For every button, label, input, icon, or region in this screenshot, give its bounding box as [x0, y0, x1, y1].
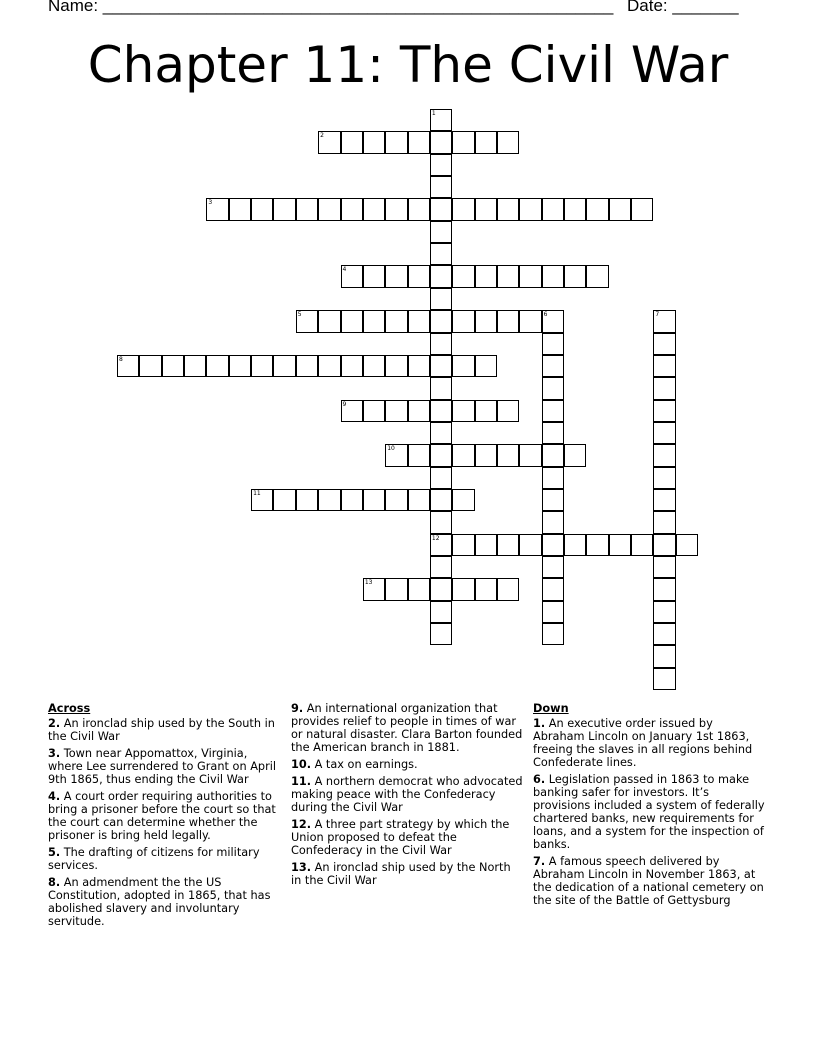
grid-cell[interactable]: [430, 623, 452, 645]
grid-cell[interactable]: [564, 444, 586, 466]
grid-cell[interactable]: [653, 534, 675, 556]
grid-cell[interactable]: [363, 355, 385, 377]
grid-cell[interactable]: [385, 131, 407, 153]
grid-cell[interactable]: [542, 556, 564, 578]
grid-cell[interactable]: [430, 601, 452, 623]
grid-cell[interactable]: [341, 400, 363, 422]
grid-cell[interactable]: [653, 578, 675, 600]
grid-cell[interactable]: [408, 131, 430, 153]
grid-cell[interactable]: [542, 400, 564, 422]
grid-cell[interactable]: [452, 534, 474, 556]
grid-cell[interactable]: [564, 198, 586, 220]
down-heading: Down: [533, 702, 569, 715]
grid-cell[interactable]: [653, 355, 675, 377]
grid-cell[interactable]: [542, 467, 564, 489]
page-title: Chapter 11: The Civil War: [87, 36, 729, 94]
grid-cell[interactable]: [542, 623, 564, 645]
grid-cell[interactable]: [430, 400, 452, 422]
clue-across-2: 2. An ironclad ship used by the South in the Civil War: [48, 717, 275, 743]
grid-cell[interactable]: [273, 355, 295, 377]
grid-cell[interactable]: [296, 310, 318, 332]
grid-cell[interactable]: [519, 444, 541, 466]
cell-number: 9: [342, 400, 347, 408]
across-heading: Across: [48, 702, 91, 715]
grid-cell[interactable]: [653, 333, 675, 355]
grid-cell[interactable]: [497, 265, 519, 287]
cell-number: 8: [119, 355, 123, 363]
grid-cell[interactable]: [251, 198, 273, 220]
grid-cell[interactable]: [519, 265, 541, 287]
clue-across-10: 10. A tax on earnings.: [291, 758, 418, 771]
grid-cell[interactable]: [653, 511, 675, 533]
grid-cell[interactable]: [475, 578, 497, 600]
grid-cell[interactable]: [385, 265, 407, 287]
grid-cell[interactable]: [430, 265, 452, 287]
cell-number: 4: [342, 266, 347, 274]
grid-cell[interactable]: [653, 668, 675, 690]
grid-cell[interactable]: [452, 310, 474, 332]
grid-cell[interactable]: [452, 489, 474, 511]
clue-across-11: 11. A northern democrat who advocated making peace with the Confederacy during the Civil War: [291, 775, 523, 814]
grid-cell[interactable]: [497, 198, 519, 220]
grid-cell[interactable]: [408, 400, 430, 422]
clue-across-3: 3. Town near Appomattox, Virginia, where Lee surrendered to Grant on April 9th 1865, thus ending the Civil War: [48, 747, 277, 786]
grid-cell[interactable]: [341, 198, 363, 220]
grid-cell[interactable]: [430, 109, 452, 131]
cell-number: 3: [208, 199, 213, 207]
grid-cell[interactable]: [251, 355, 273, 377]
grid-cell[interactable]: [653, 645, 675, 667]
grid-cell[interactable]: [341, 310, 363, 332]
grid-cell[interactable]: [251, 489, 273, 511]
grid-cell[interactable]: [653, 623, 675, 645]
date-field-label: Date: _______: [627, 0, 739, 15]
grid-cell[interactable]: [408, 489, 430, 511]
grid-cell[interactable]: [229, 355, 251, 377]
grid-cell[interactable]: [475, 400, 497, 422]
grid-cell[interactable]: [653, 444, 675, 466]
grid-cell[interactable]: [363, 578, 385, 600]
grid-cell[interactable]: [139, 355, 161, 377]
grid-cell[interactable]: [430, 176, 452, 198]
grid-cell[interactable]: [609, 534, 631, 556]
grid-cell[interactable]: [341, 131, 363, 153]
grid-cell[interactable]: [408, 355, 430, 377]
grid-cell[interactable]: [653, 489, 675, 511]
cell-number: 6: [543, 311, 548, 319]
grid-cell[interactable]: [542, 377, 564, 399]
grid-cell[interactable]: [497, 400, 519, 422]
grid-cell[interactable]: [430, 377, 452, 399]
grid-cell[interactable]: [296, 355, 318, 377]
grid-cell[interactable]: [341, 355, 363, 377]
grid-cell[interactable]: [542, 422, 564, 444]
name-field-label: Name: ______________________________________________________: [48, 0, 614, 15]
grid-cell[interactable]: [363, 265, 385, 287]
grid-cell[interactable]: [653, 400, 675, 422]
grid-cell[interactable]: [586, 198, 608, 220]
clue-column-2: [291, 702, 523, 891]
clue-across-8: 8. An admendment the the US Constitution, adopted in 1865, that has abolished slavery and involuntary servitude.: [48, 876, 271, 928]
cell-number: 7: [655, 311, 660, 319]
grid-cell[interactable]: [542, 601, 564, 623]
grid-cell[interactable]: [542, 489, 564, 511]
grid-cell[interactable]: [497, 444, 519, 466]
grid-cell[interactable]: [475, 310, 497, 332]
grid-cell[interactable]: [430, 154, 452, 176]
grid-cell[interactable]: [542, 310, 564, 332]
grid-cell[interactable]: [341, 489, 363, 511]
grid-cell[interactable]: [296, 198, 318, 220]
grid-cell[interactable]: [385, 310, 407, 332]
grid-cell[interactable]: [318, 489, 340, 511]
grid-cell[interactable]: [653, 467, 675, 489]
clue-column-1: [48, 702, 280, 932]
grid-cell[interactable]: [452, 131, 474, 153]
clue-across-4: 4. A court order requiring authorities to bring a prisoner before the court so that the court can determine whether the prisoner is bring held legally.: [48, 790, 276, 842]
grid-cell[interactable]: [408, 578, 430, 600]
grid-cell[interactable]: [475, 131, 497, 153]
cell-number: 13: [364, 579, 373, 587]
grid-cell[interactable]: [408, 265, 430, 287]
grid-cell[interactable]: [497, 578, 519, 600]
clue-down-6: 6. Legislation passed in 1863 to make banking safer for investors. It’s provisions included a system of federally chartered banks, new requirements for loans, and a system for the inspection of banks.: [533, 773, 765, 851]
grid-cell[interactable]: [653, 310, 675, 332]
grid-cell[interactable]: [676, 534, 698, 556]
grid-cell[interactable]: [408, 444, 430, 466]
grid-cell[interactable]: [653, 601, 675, 623]
grid-cell[interactable]: [318, 355, 340, 377]
clue-across-13: 13. An ironclad ship used by the North in the Civil War: [291, 861, 511, 887]
grid-cell[interactable]: [363, 198, 385, 220]
grid-cell[interactable]: [452, 355, 474, 377]
grid-cell[interactable]: [430, 131, 452, 153]
grid-cell[interactable]: [385, 198, 407, 220]
grid-cell[interactable]: [363, 489, 385, 511]
grid-cell[interactable]: [430, 333, 452, 355]
grid-cell[interactable]: [631, 534, 653, 556]
grid-cell[interactable]: [229, 198, 251, 220]
grid-cell[interactable]: [363, 310, 385, 332]
grid-cell[interactable]: [117, 355, 139, 377]
grid-cell[interactable]: [586, 265, 608, 287]
clue-across-9: 9. An international organization that provides relief to people in times of war or natural disaster. Clara Barton founded the American branch in 1881.: [291, 702, 523, 754]
grid-cell[interactable]: [430, 355, 452, 377]
cell-number: 1: [431, 110, 436, 117]
grid-cell[interactable]: [519, 198, 541, 220]
grid-cell[interactable]: [475, 355, 497, 377]
clue-down-7: 7. A famous speech delivered by Abraham Lincoln in November 1863, at the dedication of a national cemetery on the site of the Battle of Gettysburg: [533, 855, 764, 907]
grid-cell[interactable]: [631, 198, 653, 220]
grid-cell[interactable]: [542, 534, 564, 556]
grid-cell[interactable]: [475, 265, 497, 287]
grid-cell[interactable]: [653, 377, 675, 399]
grid-cell[interactable]: [452, 578, 474, 600]
clue-across-5: 5. The drafting of citizens for military services.: [48, 846, 260, 872]
grid-cell[interactable]: [653, 556, 675, 578]
grid-cell[interactable]: [609, 198, 631, 220]
grid-cell[interactable]: [542, 333, 564, 355]
grid-cell[interactable]: [475, 198, 497, 220]
grid-cell[interactable]: [564, 534, 586, 556]
grid-cell[interactable]: [430, 578, 452, 600]
grid-cell[interactable]: [542, 198, 564, 220]
grid-cell[interactable]: [318, 310, 340, 332]
grid-cell[interactable]: [184, 355, 206, 377]
grid-cell[interactable]: [430, 556, 452, 578]
grid-cell[interactable]: [542, 265, 564, 287]
grid-cell[interactable]: [430, 221, 452, 243]
cell-number: 5: [297, 311, 302, 319]
grid-cell[interactable]: [497, 131, 519, 153]
grid-cell[interactable]: [430, 288, 452, 310]
clue-across-12: 12. A three part strategy by which the Union proposed to defeat the Confederacy in the Civil War: [291, 818, 510, 857]
grid-cell[interactable]: [273, 489, 295, 511]
grid-cell[interactable]: [452, 198, 474, 220]
cell-number: 12: [431, 534, 440, 542]
grid-cell[interactable]: [385, 355, 407, 377]
grid-cell[interactable]: [542, 444, 564, 466]
grid-cell[interactable]: [430, 489, 452, 511]
grid-cell[interactable]: [385, 444, 407, 466]
grid-cell[interactable]: [385, 489, 407, 511]
grid-cell[interactable]: [519, 534, 541, 556]
grid-cell[interactable]: [162, 355, 184, 377]
grid-cell[interactable]: [475, 534, 497, 556]
clue-column-3: [533, 702, 767, 911]
grid-cell[interactable]: [653, 422, 675, 444]
grid-cell[interactable]: [408, 198, 430, 220]
grid-cell[interactable]: [452, 265, 474, 287]
grid-cell[interactable]: [385, 400, 407, 422]
grid-cell[interactable]: [497, 534, 519, 556]
grid-cell[interactable]: [497, 310, 519, 332]
grid-cell[interactable]: [452, 444, 474, 466]
grid-cell[interactable]: [564, 265, 586, 287]
grid-cell[interactable]: [273, 198, 295, 220]
grid-cell[interactable]: [318, 131, 340, 153]
grid-cell[interactable]: [430, 310, 452, 332]
grid-cell[interactable]: [296, 489, 318, 511]
grid-cell[interactable]: [430, 444, 452, 466]
grid-cell[interactable]: [542, 355, 564, 377]
grid-cell[interactable]: [430, 467, 452, 489]
grid-cell[interactable]: [363, 131, 385, 153]
cell-number: 10: [387, 445, 395, 453]
grid-cell[interactable]: [430, 511, 452, 533]
grid-cell[interactable]: [430, 243, 452, 265]
grid-cell[interactable]: [363, 400, 385, 422]
cell-number: 11: [253, 489, 261, 497]
grid-cell[interactable]: [430, 422, 452, 444]
grid-cell[interactable]: [430, 198, 452, 220]
cell-number: 2: [320, 132, 324, 140]
grid-cell[interactable]: [542, 578, 564, 600]
grid-cell[interactable]: [452, 400, 474, 422]
clue-down-1: 1. An executive order issued by Abraham Lincoln on January 1st 1863, freeing the slaves in all regions behind Confederate lines.: [533, 717, 753, 769]
grid-cell[interactable]: [385, 578, 407, 600]
grid-cell[interactable]: [475, 444, 497, 466]
grid-cell[interactable]: [430, 534, 452, 556]
grid-cell[interactable]: [318, 198, 340, 220]
grid-cell[interactable]: [542, 511, 564, 533]
grid-cell[interactable]: [408, 310, 430, 332]
grid-cell[interactable]: [586, 534, 608, 556]
grid-cell[interactable]: [206, 355, 228, 377]
grid-cell[interactable]: [341, 265, 363, 287]
grid-cell[interactable]: [206, 198, 228, 220]
grid-cell[interactable]: [519, 310, 541, 332]
